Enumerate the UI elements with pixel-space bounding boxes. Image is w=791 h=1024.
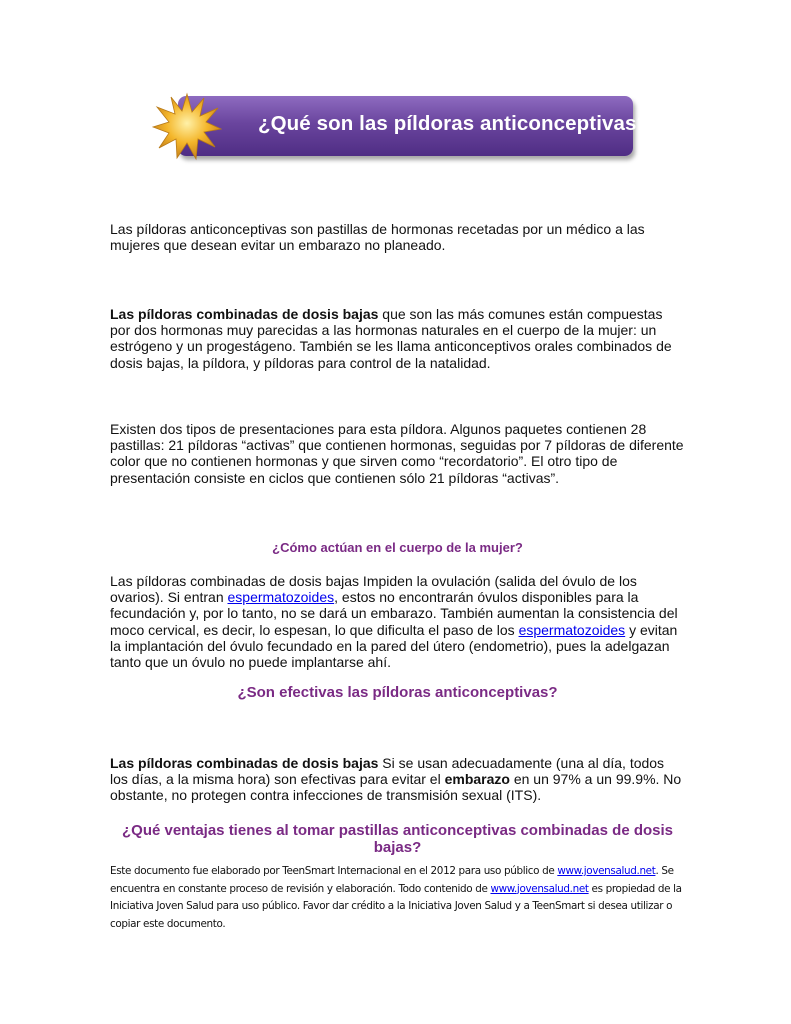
banner-bar [178, 96, 650, 156]
footer-text-3: es propiedad de la Iniciativa Joven Salud para uso público. Favor dar crédito a la Iniciativa Joven Salud y a TeenSmart si desea utilizar o copiar este documento. [110, 882, 682, 930]
efectivas-paragraph [110, 755, 685, 804]
footer-text-2: . Se encuentra en constante proceso de revisión y elaboración. Todo contenido de [110, 865, 674, 895]
espermatozoides-link-1[interactable]: espermatozoides [227, 589, 335, 606]
combinadas-text: que son las más comunes están compuestas por dos hormonas muy parecidas a las hormonas naturales en el cuerpo de la mujer: un estrógeno y un progestágeno. También se les llama anticonceptivos orales combinados de dosis bajas, la píldora, y píldoras para control de la natalidad. [110, 306, 672, 371]
title-banner [152, 92, 650, 162]
efectivas-bold-2: embarazo [444, 771, 510, 788]
efectivas-text-2: en un 97% a un 99.9%. No obstante, no protegen contra infecciones de transmisión sexual (ITS). [110, 771, 682, 804]
combinadas-bold: Las píldoras combinadas de dosis bajas [110, 306, 379, 322]
combinadas-paragraph [110, 306, 685, 371]
como-actuan-text-3: y evitan la implantación del óvulo fecundado en la pared del útero (endometrio), pues la adelgazan tanto que un óvulo no puede implantarse ahí. [110, 621, 678, 671]
como-actuan-text-2: , estos no encontrarán óvulos disponibles para la fecundación y, por lo tanto, no se dará un embarazo. También aumentan la consistencia del moco cervical, es decir, lo espesan, lo que dificulta el paso de los [110, 589, 678, 638]
como-actuan-heading: ¿Cómo actúan en el cuerpo de la mujer? [272, 540, 523, 555]
intro-paragraph: Las píldoras anticonceptivas son pastillas de hormonas recetadas por un médico a las mujeres que desean evitar un embarazo no planeado. [110, 221, 645, 254]
efectivas-text-1: Si se usan adecuadamente (una al día, todos los días, a la misma hora) son efectivas para evitar el [110, 755, 665, 788]
como-actuan-text-1: Las píldoras combinadas de dosis bajas Impiden la ovulación (salida del óvulo de los ovarios). Si entran [110, 573, 637, 606]
como-actuan-paragraph [110, 573, 685, 670]
jovensalud-link-1[interactable]: www.jovensalud.net [557, 865, 656, 877]
espermatozoides-link-2[interactable]: espermatozoides [518, 621, 626, 638]
efectivas-heading: ¿Son efectivas las píldoras anticonceptivas? [237, 684, 558, 701]
starburst-icon [152, 92, 222, 162]
jovensalud-link-2[interactable]: www.jovensalud.net [490, 882, 589, 895]
tipos-paragraph: Existen dos tipos de presentaciones para esta píldora. Algunos paquetes contienen 28 pastillas: 21 píldoras “activas” que contienen hormonas, seguidas por 7 píldoras de diferente color que no contienen hormonas y que sirven como “recordatorio”. El otro tipo de presentación consiste en ciclos que contienen sólo 21 píldoras “activas”. [110, 421, 684, 486]
footer-text-1: Este documento fue elaborado por TeenSmart Internacional en el 2012 para uso público de [110, 865, 558, 877]
banner-title: ¿Qué son las píldoras anticonceptivas? [258, 112, 650, 135]
ventajas-heading: ¿Qué ventajas tienes al tomar pastillas anticonceptivas combinadas de dosis bajas? [121, 822, 674, 856]
efectivas-bold-1: Las píldoras combinadas de dosis bajas [110, 755, 379, 771]
footer-note [110, 863, 685, 933]
